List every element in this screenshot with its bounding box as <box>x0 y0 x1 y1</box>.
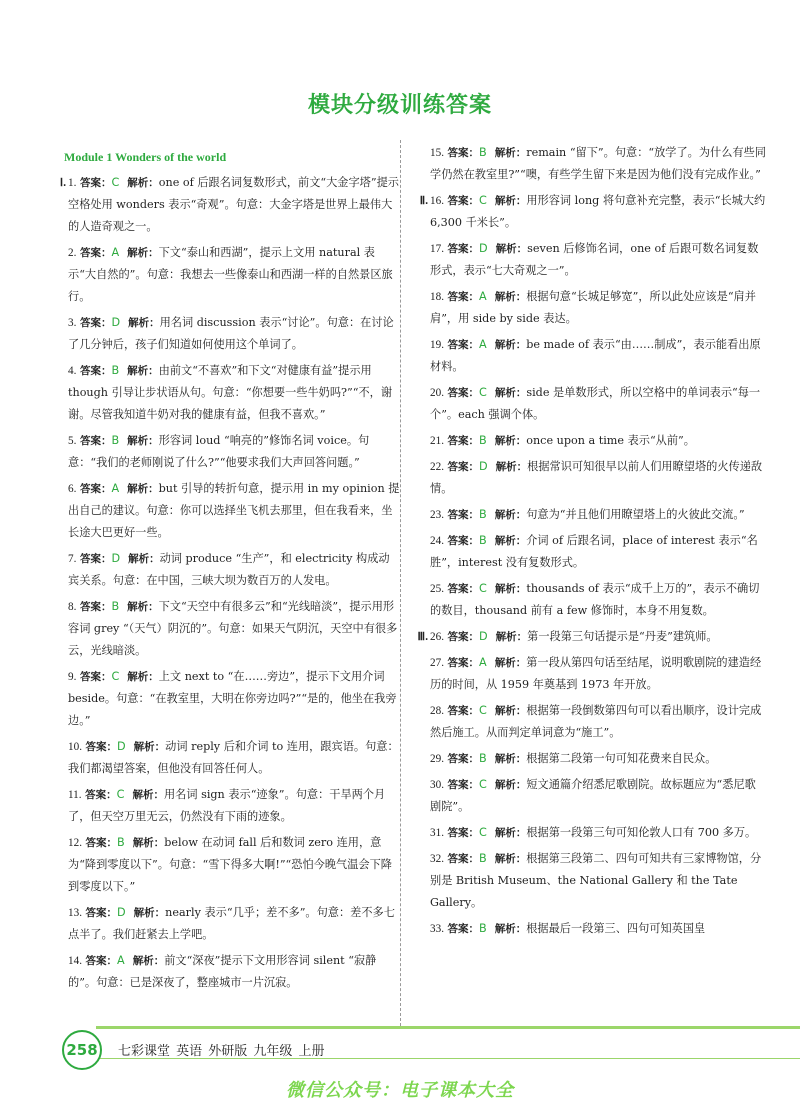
answer-item <box>430 142 766 186</box>
analysis-label: 解析： <box>132 837 165 849</box>
answer-item <box>430 652 766 696</box>
footer-curve <box>98 1058 800 1073</box>
question-number: 18. <box>430 291 444 303</box>
answer-label: 答案： <box>85 741 118 753</box>
analysis-text: 介词 of 后跟名词，place of interest 表示“名胜”，interest 没有复数形式。 <box>430 534 758 569</box>
footer-line <box>96 1026 800 1029</box>
answer-choice: C <box>111 670 120 683</box>
analysis-text: 由前文“不喜欢”和下文“对健康有益”提示用 though 引导让步状语从句。句意：“你想要一些牛奶吗?”“不，谢谢。尽管我知道牛奶对我的健康有益，但我不喜欢。” <box>68 364 393 421</box>
analysis-text: 根据第二段第一句可知花费来自民众。 <box>526 752 717 765</box>
question-number: 16. <box>430 195 444 207</box>
answer-label: 答案： <box>85 789 117 801</box>
question-number: 3. <box>68 317 77 329</box>
question-number: 17. <box>430 243 444 255</box>
question-number: 14. <box>68 955 82 967</box>
answer-item <box>430 918 766 940</box>
analysis-label: 解析： <box>495 243 528 255</box>
analysis-label: 解析： <box>494 657 527 669</box>
answer-label: 答案： <box>85 837 118 849</box>
analysis-text: 句意为“并且他们用瞭望塔上的火彼此交流。” <box>526 508 745 521</box>
analysis-text: nearly 表示“几乎；差不多”。句意：差不多七点半了。我们赶紧去上学吧。 <box>68 906 395 941</box>
module-heading: Module 1 Wonders of the world <box>64 150 227 164</box>
analysis-label: 解析： <box>128 317 160 329</box>
answer-label: 答案： <box>79 671 112 683</box>
answer-choice: B <box>479 752 487 765</box>
analysis-text: 根据第三段第二、四句可知共有三家博物馆，分别是 British Museum、the National Gallery 和 the Tate Gallery。 <box>430 852 762 909</box>
analysis-label: 解析： <box>127 601 159 613</box>
answer-choice: C <box>111 176 120 189</box>
answer-label: 答案： <box>79 435 112 447</box>
question-number: 22. <box>430 461 444 473</box>
answer-choice: D <box>117 906 126 919</box>
analysis-text: 用名词 sign 表示“迹象”。句意：干旱两个月了，但天空万里无云，仍然没有下雨的迹象。 <box>68 788 386 823</box>
analysis-label: 解析： <box>132 955 165 967</box>
answer-item <box>430 504 766 526</box>
answer-choice: A <box>479 338 487 351</box>
answer-label: 答案： <box>79 177 112 189</box>
answer-label: 答案： <box>447 509 480 521</box>
analysis-label: 解析： <box>127 247 159 259</box>
answer-choice: A <box>111 482 120 495</box>
answer-label: 答案： <box>85 955 118 967</box>
answer-item <box>430 822 766 844</box>
question-number: 31. <box>430 827 444 839</box>
answer-label: 答案： <box>447 387 480 399</box>
answer-item <box>68 666 400 732</box>
question-number: 26. <box>430 631 444 643</box>
answer-choice: B <box>111 434 120 447</box>
analysis-label: 解析： <box>494 923 527 935</box>
question-number: 6. <box>68 483 77 495</box>
answer-item <box>68 902 400 946</box>
analysis-text: one of 后跟名词复数形式，前文“大金字塔”提示空格处用 wonders 表示“奇观”。句意：大金字塔是世界上最伟大的人造奇观之一。 <box>68 176 399 233</box>
answer-item <box>68 360 400 426</box>
answer-item <box>430 456 766 500</box>
question-number: 4. <box>68 365 77 377</box>
answer-item <box>430 578 766 622</box>
answer-choice: A <box>479 656 487 669</box>
page-number-badge: 258 <box>62 1030 102 1070</box>
question-number: 30. <box>430 779 444 791</box>
answer-item <box>430 238 766 282</box>
analysis-label: 解析： <box>494 779 527 791</box>
answer-item <box>430 334 766 378</box>
analysis-text: 用形容词 long 将句意补充完整，表示“长城大约 6,300 千米长”。 <box>430 194 766 229</box>
analysis-text: 下文“泰山和西湖”，提示上文用 natural 表示“大自然的”。句意：我想去一些像泰山和西湖一样的自然景区旅行。 <box>68 246 393 303</box>
answer-item <box>68 548 400 592</box>
analysis-label: 解析： <box>494 853 527 865</box>
analysis-label: 解析： <box>494 435 527 447</box>
question-number: 8. <box>68 601 77 613</box>
answer-label: 答案： <box>447 147 480 159</box>
analysis-text: 根据句意“长城足够宽”，所以此处应该是“肩并肩”，用 side by side 表达。 <box>430 290 756 325</box>
answer-choice: B <box>111 364 120 377</box>
answer-label: 答案： <box>447 195 480 207</box>
answer-choice: C <box>479 826 487 839</box>
question-number: 32. <box>430 853 444 865</box>
answer-choice: B <box>479 434 487 447</box>
answer-item <box>68 430 400 474</box>
answer-choice: B <box>479 146 487 159</box>
question-number: 11. <box>68 789 82 801</box>
analysis-text: 根据第一段第三句可知伦敦人口有 700 多万。 <box>526 826 757 839</box>
answer-label: 答案： <box>447 827 480 839</box>
analysis-text: 根据第一段倒数第四句可以看出顺序，设计完成然后施工。从而判定单词意为“施工”。 <box>430 704 762 739</box>
analysis-label: 解析： <box>494 753 527 765</box>
question-number: 2. <box>68 247 77 259</box>
analysis-text: 根据最后一段第三、四句可知英国皇 <box>526 922 706 935</box>
answer-item <box>68 784 400 828</box>
question-number: 29. <box>430 753 444 765</box>
answer-choice: A <box>111 246 120 259</box>
answer-item <box>430 382 766 426</box>
page-title: 模块分级训练答案 <box>307 93 492 118</box>
question-number: 28. <box>430 705 444 717</box>
analysis-label: 解析： <box>494 535 527 547</box>
analysis-text: but 引导的转折句意，提示用 in my opinion 提出自己的建议。句意：你可以选择坐飞机去那里，但在我看来，坐长途大巴更好一些。 <box>68 482 400 539</box>
analysis-text: 第一段第三句话提示是“丹麦”建筑师。 <box>527 630 718 643</box>
answer-label: 答案： <box>79 317 112 329</box>
answer-choice: A <box>479 290 487 303</box>
answer-label: 答案： <box>79 483 112 495</box>
analysis-text: 上文 next to “在……旁边”，提示下文用介词 beside。句意：“在教室里，大明在你旁边吗?”“是的，他坐在我旁边。” <box>68 670 397 727</box>
question-number: 19. <box>430 339 444 351</box>
analysis-label: 解析： <box>127 435 159 447</box>
answer-item <box>68 832 400 898</box>
analysis-label: 解析： <box>495 461 528 473</box>
answer-label: 答案： <box>79 247 112 259</box>
answer-label: 答案： <box>447 923 480 935</box>
analysis-text: 短文通篇介绍悉尼歌剧院。故标题应为“悉尼歌剧院”。 <box>430 778 756 813</box>
answer-item <box>430 848 766 914</box>
analysis-text: 动词 reply 后和介词 to 连用，跟宾语。句意：我们都渴望答案，但他没有回答任何人。 <box>68 740 399 775</box>
answer-label: 答案： <box>447 853 480 865</box>
analysis-label: 解析： <box>495 631 528 643</box>
right-column <box>417 142 766 944</box>
answer-choice: B <box>111 600 120 613</box>
question-number: 12. <box>68 837 82 849</box>
analysis-text: thousands of 表示“成千上万的”，表示不确切的数目，thousand 前有 a few 修饰时，本身不用复数。 <box>430 582 760 617</box>
analysis-text: side 是单数形式，所以空格中的单词表示“每一个”。each 强调个体。 <box>430 386 761 421</box>
analysis-label: 解析： <box>127 483 159 495</box>
answer-item <box>68 242 400 308</box>
answer-item <box>430 774 766 818</box>
question-number: 1. <box>68 177 77 189</box>
question-number: 27. <box>430 657 444 669</box>
analysis-label: 解析： <box>133 741 166 753</box>
left-column <box>59 142 400 998</box>
answer-choice: C <box>479 194 487 207</box>
answer-choice: A <box>117 954 125 967</box>
analysis-label: 解析： <box>494 705 527 717</box>
question-number: 24. <box>430 535 444 547</box>
answer-item <box>419 190 766 234</box>
answer-choice: C <box>479 582 487 595</box>
analysis-label: 解析： <box>127 671 159 683</box>
question-number: 15. <box>430 147 444 159</box>
answer-label: 答案： <box>79 553 112 565</box>
analysis-text: 第一段从第四句话至结尾，说明歌剧院的建造经历的时间，从 1959 年奠基到 1973 年开放。 <box>430 656 762 691</box>
analysis-label: 解析： <box>494 339 527 351</box>
answer-item <box>68 736 400 780</box>
answer-label: 答案： <box>447 631 480 643</box>
analysis-text: below 在动词 fall 后和数词 zero 连用，意为“降到零度以下”。句意：“雪下得多大啊!”“恐怕今晚气温会下降到零度以下。” <box>68 836 392 893</box>
answer-choice: C <box>479 386 487 399</box>
answer-label: 答案： <box>447 705 480 717</box>
answer-choice: D <box>479 242 488 255</box>
question-number: 20. <box>430 387 444 399</box>
answer-choice: C <box>116 788 125 801</box>
answer-choice: C <box>479 778 487 791</box>
question-number: 9. <box>68 671 77 683</box>
analysis-text: 用名词 discussion 表示“讨论”。句意：在讨论了几分钟后，孩子们知道如何使用这个单词了。 <box>68 316 394 351</box>
analysis-label: 解析： <box>127 365 159 377</box>
answer-label: 答案： <box>447 535 480 547</box>
book-info: 七彩课堂 英语 外研版 九年级 上册 <box>118 1044 325 1059</box>
analysis-text: 动词 produce “生产”，和 electricity 构成动宾关系。句意：在中国，三峡大坝为数百万的人发电。 <box>68 552 390 587</box>
analysis-label: 解析： <box>494 387 527 399</box>
answer-choice: D <box>479 630 488 643</box>
answer-choice: D <box>111 552 121 565</box>
answer-choice: C <box>479 704 487 717</box>
answer-label: 答案： <box>447 657 480 669</box>
section-marker: Ⅱ. <box>419 195 428 207</box>
question-number: 13. <box>68 907 82 919</box>
analysis-text: seven 后修饰名词，one of 后跟可数名词复数形式，表示“七大奇观之一”。 <box>430 242 759 277</box>
analysis-label: 解析： <box>494 583 527 595</box>
answer-item <box>430 700 766 744</box>
column-divider <box>400 140 401 1026</box>
analysis-label: 解析： <box>133 907 166 919</box>
answer-item <box>68 478 400 544</box>
question-number: 33. <box>430 923 444 935</box>
answer-label: 答案： <box>79 601 112 613</box>
analysis-text: 根据常识可知很早以前人们用瞭望塔的火传递敌情。 <box>430 460 763 495</box>
analysis-label: 解析： <box>494 195 527 207</box>
analysis-label: 解析： <box>128 553 160 565</box>
answer-choice: D <box>479 460 488 473</box>
answer-item <box>430 286 766 330</box>
analysis-label: 解析： <box>132 789 164 801</box>
analysis-label: 解析： <box>494 147 527 159</box>
answer-label: 答案： <box>447 243 480 255</box>
answer-choice: B <box>479 508 487 521</box>
answer-choice: B <box>479 534 487 547</box>
analysis-label: 解析： <box>127 177 159 189</box>
section-marker: Ⅲ. <box>417 631 428 643</box>
analysis-label: 解析： <box>494 509 527 521</box>
analysis-label: 解析： <box>494 291 527 303</box>
answer-item <box>59 172 400 238</box>
analysis-text: remain “留下”。句意：“放学了。为什么有些同学仍然在教室里?”“噢，有些学生留下来是因为他们没有完成作业。” <box>430 146 766 181</box>
answer-label: 答案： <box>447 753 480 765</box>
watermark-text: 微信公众号：电子课本大全 <box>286 1080 514 1101</box>
answer-choice: D <box>117 740 126 753</box>
analysis-label: 解析： <box>494 827 527 839</box>
answer-item <box>430 430 766 452</box>
question-number: 23. <box>430 509 444 521</box>
answer-choice: B <box>117 836 125 849</box>
answer-choice: B <box>479 922 487 935</box>
answer-item <box>68 312 400 356</box>
answer-choice: B <box>479 852 487 865</box>
answer-item <box>68 596 400 662</box>
analysis-text: once upon a time 表示“从前”。 <box>526 434 695 447</box>
answer-item <box>430 530 766 574</box>
answer-label: 答案： <box>85 907 118 919</box>
answer-label: 答案： <box>79 365 112 377</box>
answer-label: 答案： <box>447 461 480 473</box>
answer-item <box>430 748 766 770</box>
question-number: 7. <box>68 553 77 565</box>
answer-item <box>68 950 400 994</box>
answer-choice: D <box>111 316 121 329</box>
question-number: 25. <box>430 583 444 595</box>
analysis-text: 前文“深夜”提示下文用形容词 silent “寂静的”。句意：已是深夜了，整座城市一片沉寂。 <box>68 954 377 989</box>
answer-label: 答案： <box>447 435 480 447</box>
question-number: 10. <box>68 741 82 753</box>
analysis-text: 下文“天空中有很多云”和“光线暗淡”，提示用形容词 grey “（天气）阴沉的”。句意：如果天气阴沉，天空中有很多云，光线暗淡。 <box>68 600 398 657</box>
answer-label: 答案： <box>447 291 480 303</box>
answer-label: 答案： <box>447 339 480 351</box>
answer-item <box>417 626 766 648</box>
question-number: 5. <box>68 435 77 447</box>
answer-label: 答案： <box>447 779 480 791</box>
answer-label: 答案： <box>447 583 480 595</box>
question-number: 21. <box>430 435 444 447</box>
analysis-text: be made of 表示“由……制成”，表示能看出原材料。 <box>430 338 761 373</box>
analysis-text: 形容词 loud “响亮的”修饰名词 voice。句意：“我们的老师刚说了什么?”“他要求我们大声回答问题。” <box>68 434 370 469</box>
section-marker: Ⅰ. <box>59 177 66 189</box>
